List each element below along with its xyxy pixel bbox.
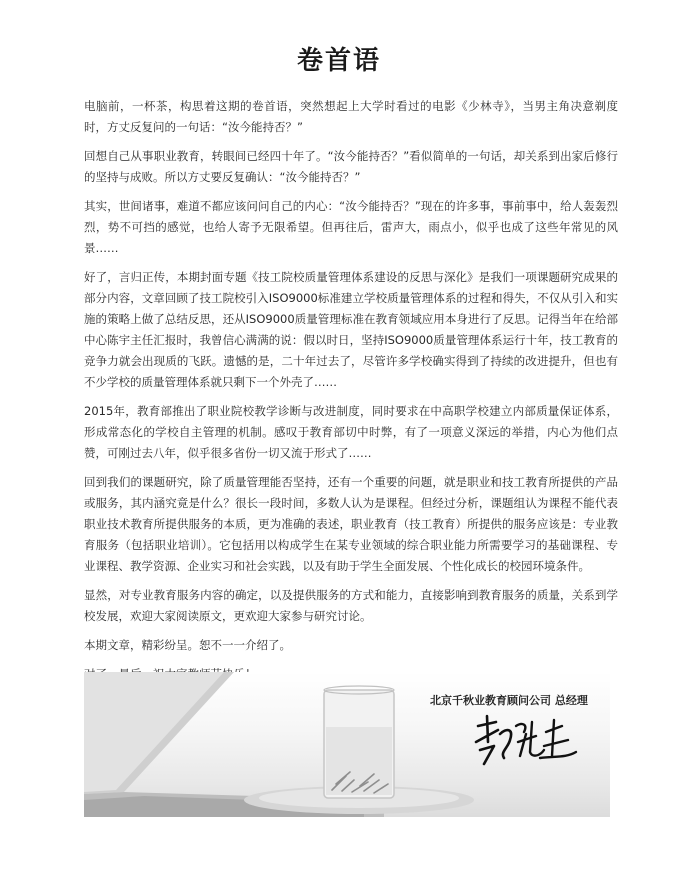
paragraph: 本期文章，精彩纷呈。恕不一一介绍了。: [84, 638, 291, 652]
signature-stroke-1: [476, 716, 511, 764]
signer-title: 北京千秋业教育顾问公司 总经理: [430, 694, 588, 707]
editorial-body: [84, 96, 618, 693]
signature-stroke-3: [540, 720, 576, 758]
paragraph: 回想自己从事职业教育，转眼间已经四十年了。“汝今能持否？”看似简单的一句话，却关系到出家后修行的坚持与成败。所以方丈要反复确认：“汝今能持否？”: [84, 149, 618, 184]
paragraph: 显然，对专业教育服务内容的确定，以及提供服务的方式和能力，直接影响到教育服务的质量，关系到学校发展，欢迎大家阅读原文，更欢迎大家参与研究讨论。: [84, 588, 618, 623]
signature-drawing: [470, 712, 580, 767]
paragraph: 好了，言归正传，本期封面专题《技工院校质量管理体系建设的反思与深化》是我们一项课题研究成果的部分内容，文章回顾了技工院校引入ISO9000标准建立学校质量管理体系的过程和得失，不仅从引入和实施的策略上做了总结反思，还从ISO9000质量管理标准在教育领域应用本身进行了反思。记得当年在给部中心陈宇主任汇报时，我曾信心满满的说：假以时日，坚持ISO9000质量管理体系运行十年，技工教育的竞争力就会出现质的飞跃。遗憾的是，二十年过去了，尽管许多学校确实得到了持续的改进提升，但也有不少学校的质量管理体系就只剩下一个外壳了……: [84, 270, 618, 389]
paragraph: 2015年，教育部推出了职业院校教学诊断与改进制度，同时要求在中高职学校建立内部质量保证体系，形成常态化的学校自主管理的机制。感叹于教育部切中时弊，有了一项意义深远的举措，内心为他们点赞，可刚过去八年，似乎很多省份一切又流于形式了……: [84, 404, 618, 460]
signature-stroke-2: [516, 722, 544, 756]
page-title: 卷首语: [296, 46, 381, 76]
handwritten-signature: [470, 712, 580, 767]
tea-liquid-shape: [326, 727, 392, 795]
paragraph: 回到我们的课题研究，除了质量管理能否坚持，还有一个重要的问题，就是职业和技工教育所提供的产品或服务，其内涵究竟是什么？很长一段时间，多数人认为是课程。但经过分析，课题组认为课程不能代表职业技术教育所提供服务的本质，更为准确的表述，职业教育（技工教育）所提供的服务应该是：专业教育服务（包括职业培训）。它包括用以构成学生在某专业领域的综合职业能力所需要学习的基础课程、专业课程、教学资源、企业实习和社会实践，以及有助于学生全面发展、个性化成长的校园环境条件。: [84, 475, 618, 573]
paragraph: 电脑前，一杯茶，构思着这期的卷首语，突然想起上大学时看过的电影《少林寺》，当男主角决意剃度时，方丈反复问的一句话：“汝今能持否？”: [84, 99, 618, 134]
laptop-screen-face: [84, 672, 224, 792]
paragraph: 其实，世间诸事，难道不都应该问问自己的内心：“汝今能持否？”现在的许多事，事前事中，给人轰轰烈烈，势不可挡的感觉，也给人寄予无限希望。但再往后，雷声大，雨点小，似乎也成了这些年常见的风景……: [84, 199, 618, 255]
